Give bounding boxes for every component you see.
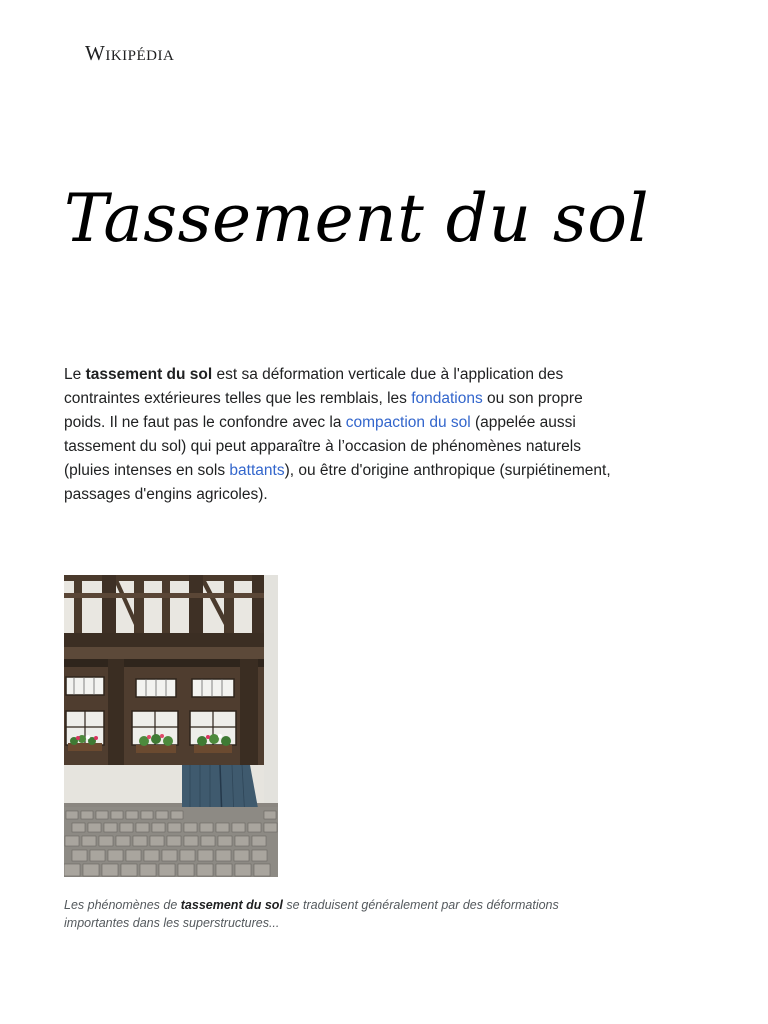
caption-text: se traduisent généralement par des déformations importantes dans les superstructures... [64, 898, 559, 930]
intro-text: ou son propre poids. Il ne faut pas le confondre avec la [64, 390, 583, 431]
link-compaction-du-sol[interactable]: compaction du sol [345, 414, 471, 431]
wikipedia-logo[interactable]: Wikipédia [85, 41, 175, 65]
intro-text: (appelée aussi tassement du sol) qui peut apparaître à l’occasion de phénomènes naturels (pluies intenses en sols [64, 414, 581, 479]
caption-bold-term: tassement du sol [180, 898, 283, 912]
link-fondations[interactable]: fondations [411, 390, 483, 407]
link-battants[interactable]: battants [229, 462, 285, 479]
intro-text: est sa déformation verticale due à l'application des contraintes extérieures telles que les remblais, les [64, 366, 564, 407]
page-title: Tassement du sol [64, 180, 650, 257]
intro-text: ), ou être d'origine anthropique (surpiétinement, passages d'engins agricoles). [64, 462, 611, 503]
timber-frame-house-photo [64, 575, 278, 877]
article-image[interactable] [64, 575, 278, 877]
intro-bold-term: tassement du sol [85, 366, 213, 383]
image-caption [64, 896, 624, 932]
article-intro [64, 363, 624, 507]
intro-text: Le [64, 366, 86, 383]
caption-text: Les phénomènes de [64, 898, 181, 912]
